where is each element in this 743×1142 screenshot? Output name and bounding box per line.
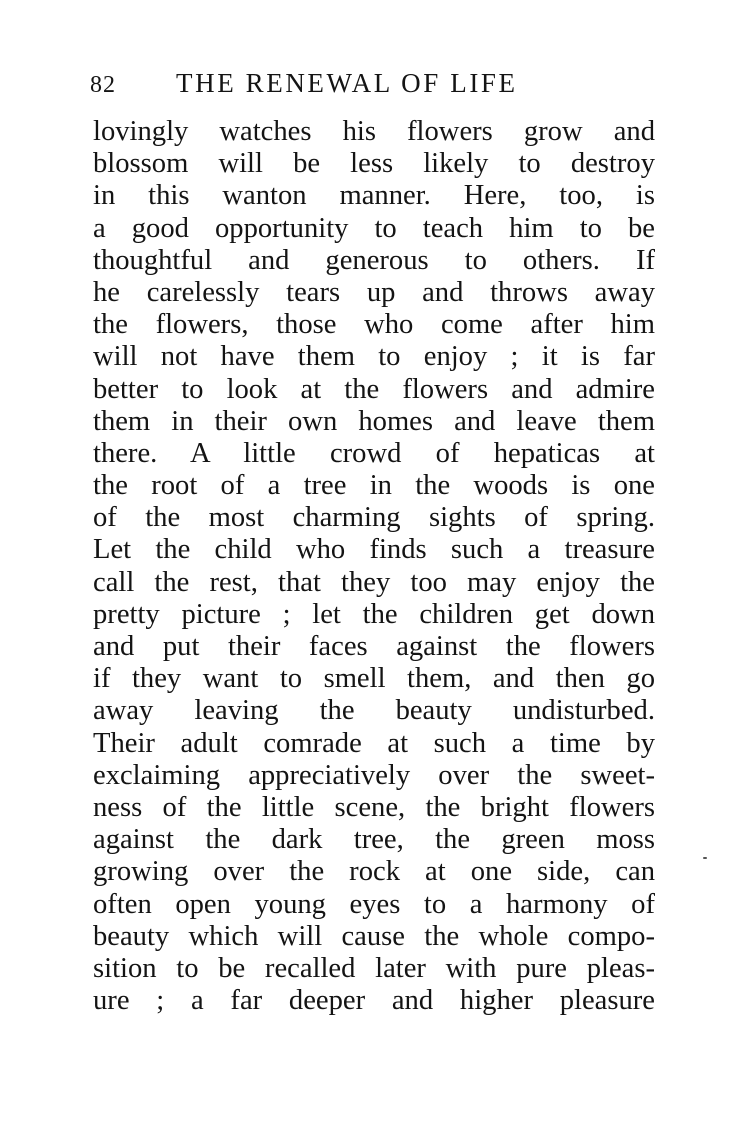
text-line: there. A little crowd of hepaticas at — [93, 437, 655, 469]
text-line: a good opportunity to teach him to be — [93, 212, 655, 244]
page-header — [90, 68, 652, 102]
text-line: away leaving the beauty undisturbed. — [93, 695, 655, 727]
text-line: call the rest, that they too may enjoy the — [93, 566, 655, 598]
text-line: pretty picture ; let the children get down — [93, 598, 655, 630]
text-line: ness of the little scene, the bright flowers — [93, 791, 655, 823]
text-line: will not have them to enjoy ; it is far — [93, 341, 655, 373]
text-line: sition to be recalled later with pure pleas- — [93, 952, 655, 984]
text-line: exclaiming appreciatively over the sweet- — [93, 759, 655, 791]
text-line: thoughtful and generous to others. If — [93, 244, 655, 276]
page-number: 82 — [90, 72, 116, 98]
text-line: against the dark tree, the green moss — [93, 824, 655, 856]
text-line: in this wanton manner. Here, too, is — [93, 180, 655, 212]
text-line: often open young eyes to a harmony of — [93, 888, 655, 920]
text-line: blossom will be less likely to destroy — [93, 148, 655, 180]
text-line: better to look at the flowers and admire — [93, 373, 655, 405]
text-line: them in their own homes and leave them — [93, 405, 655, 437]
text-line: Their adult comrade at such a time by — [93, 727, 655, 759]
body-paragraph — [93, 116, 655, 1017]
running-title: THE RENEWAL OF LIFE — [176, 68, 518, 98]
text-line: ure ; a far deeper and higher pleasure — [93, 985, 655, 1017]
text-line: the root of a tree in the woods is one — [93, 470, 655, 502]
text-line: growing over the rock at one side, can — [93, 856, 655, 888]
text-line: he carelessly tears up and throws away — [93, 276, 655, 308]
text-line: beauty which will cause the whole compo- — [93, 920, 655, 952]
text-line: if they want to smell them, and then go — [93, 663, 655, 695]
text-line: lovingly watches his flowers grow and — [93, 116, 655, 147]
text-line: Let the child who finds such a treasure — [93, 534, 655, 566]
text-line: and put their faces against the flowers — [93, 631, 655, 662]
text-line: the flowers, those who come after him — [93, 309, 655, 341]
text-line: of the most charming sights of spring. — [93, 502, 655, 534]
print-speck — [703, 857, 707, 859]
